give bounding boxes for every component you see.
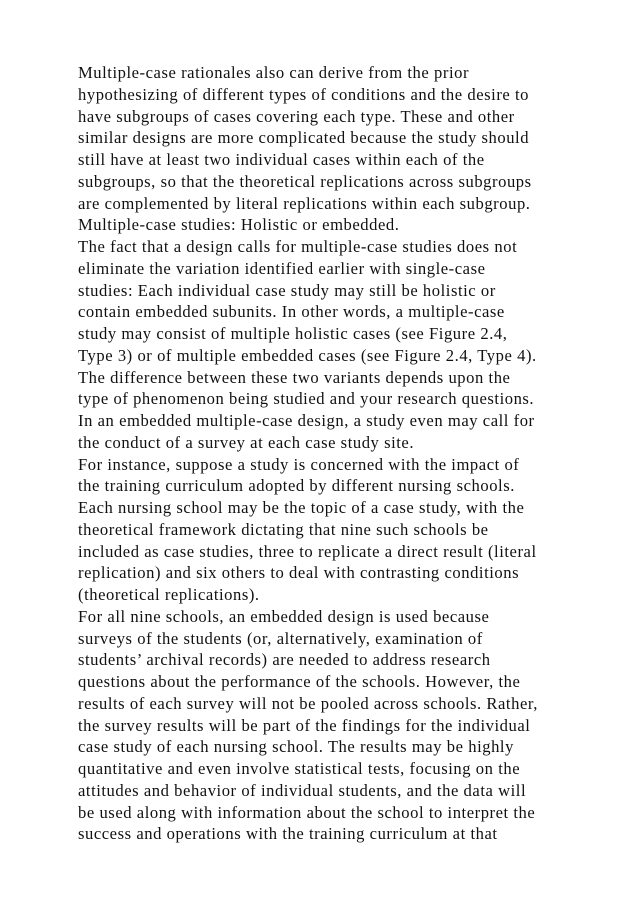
text-line: Type 3) or of multiple embedded cases (see Figure 2.4, Type 4). (78, 345, 537, 365)
text-line: the training curriculum adopted by different nursing schools. (78, 476, 515, 496)
text-line: subgroups, so that the theoretical replications across subgroups (78, 171, 532, 191)
text-line: type of phenomenon being studied and your research questions. (78, 389, 535, 409)
text-line: questions about the performance of the schools. However, the (78, 672, 521, 691)
text-line: Multiple-case studies: Holistic or embedded. (78, 215, 400, 235)
text-line: For all nine schools, an embedded design is used because (78, 606, 490, 626)
text-line: quantitative and even involve statistical tests, focusing on the (78, 759, 521, 778)
body-text (78, 62, 618, 845)
text-line: In an embedded multiple-case design, a study even may call for (78, 411, 535, 430)
text-line: success and operations with the training curriculum at that (78, 824, 498, 844)
text-line: included as case studies, three to replicate a direct result (literal (78, 541, 537, 561)
text-line: surveys of the students (or, alternatively, examination of (78, 628, 483, 648)
text-line: be used along with information about the school to interpret the (78, 802, 536, 822)
text-line: case study of each nursing school. The results may be highly (78, 737, 514, 757)
text-line: studies: Each individual case study may still be holistic or (78, 280, 496, 300)
text-line: are complemented by literal replications within each subgroup. (78, 193, 531, 213)
text-line: attitudes and behavior of individual students, and the data will (78, 780, 527, 800)
text-line: the survey results will be part of the findings for the individual (78, 715, 531, 735)
text-line: have subgroups of cases covering each type. These and other (78, 106, 515, 126)
text-line: results of each survey will not be pooled across schools. Rather, (78, 693, 538, 713)
text-line: Multiple-case rationales also can derive from the prior (78, 63, 470, 82)
text-line: hypothesizing of different types of conditions and the desire to (78, 84, 530, 104)
text-line: study may consist of multiple holistic cases (see Figure 2.4, (78, 324, 508, 343)
text-line: For instance, suppose a study is concerned with the impact of (78, 454, 520, 474)
text-line: theoretical framework dictating that nine such schools be (78, 519, 489, 539)
text-line: students’ archival records) are needed to address research (78, 650, 491, 670)
text-line: The difference between these two variants depends upon the (78, 367, 511, 387)
text-line: similar designs are more complicated because the study should (78, 128, 530, 148)
text-line: Each nursing school may be the topic of a case study, with the (78, 498, 525, 517)
text-line: replication) and six others to deal with contrasting conditions (78, 563, 520, 583)
text-line: (theoretical replications). (78, 585, 260, 604)
text-line: the conduct of a survey at each case study site. (78, 432, 415, 452)
text-line: eliminate the variation identified earlier with single-case (78, 258, 486, 278)
text-line: contain embedded subunits. In other words, a multiple-case (78, 302, 505, 322)
text-line: The fact that a design calls for multiple-case studies does not (78, 237, 518, 256)
text-line: still have at least two individual cases within each of the (78, 150, 485, 169)
